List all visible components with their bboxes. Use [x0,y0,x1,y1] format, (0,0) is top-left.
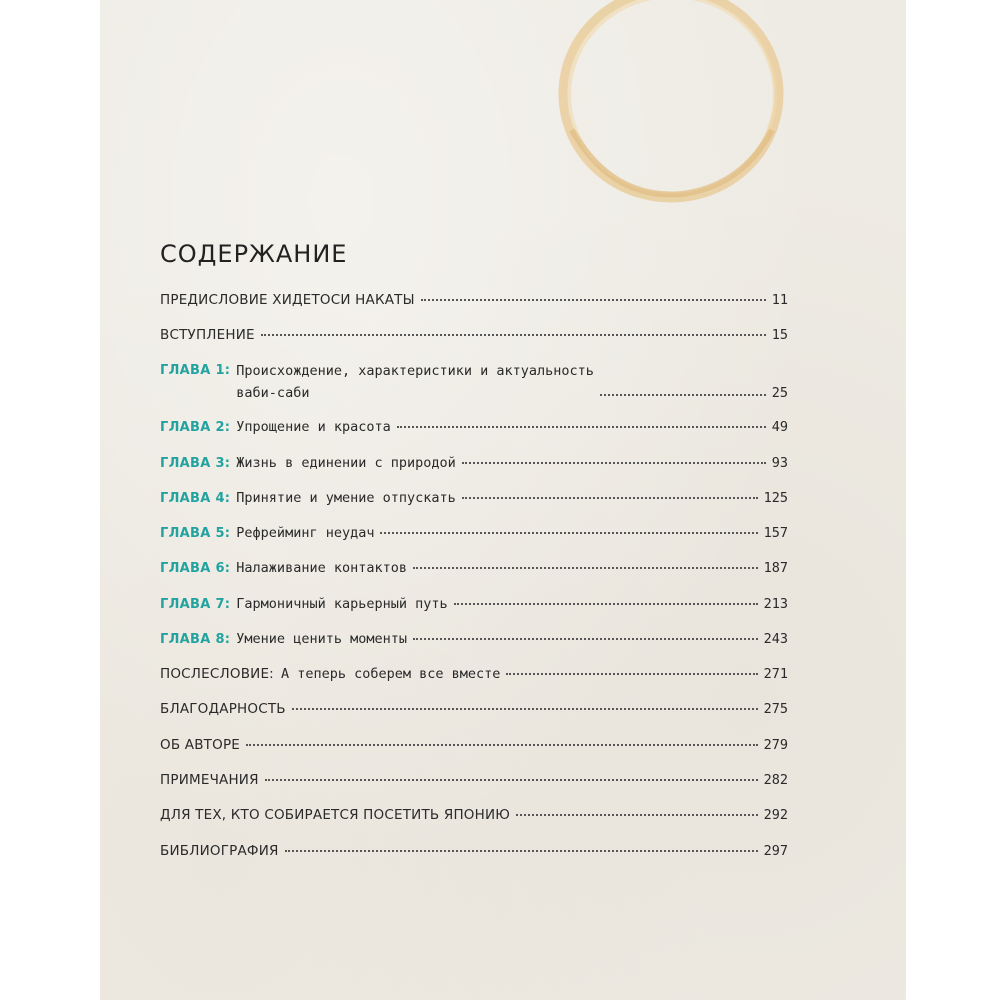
toc-entry-chapter-7[interactable] [160,595,788,614]
chapter-title: Упрощение и красота [236,419,391,435]
toc-entry-japan-visit[interactable] [160,806,788,824]
chapter-title: Умение ценить моменты [236,631,407,647]
toc-entry-afterword[interactable] [160,665,788,683]
dot-leader [600,394,766,396]
chapter-number: ГЛАВА 6: [160,561,231,576]
toc-entry-about-author[interactable] [160,736,788,754]
dot-leader [413,638,758,640]
chapter-number: ГЛАВА 5: [160,526,231,541]
page-number: 213 [763,596,788,612]
toc-entry-chapter-1[interactable] [160,362,788,402]
chapter-title: Гармоничный карьерный путь [236,596,448,612]
page-number: 297 [763,843,788,859]
toc-entry-preface[interactable] [160,291,788,309]
afterword-title: А теперь соберем все вместе [280,666,501,682]
page-number: 292 [763,807,788,823]
chapter-number: ГЛАВА 7: [160,597,231,612]
page-number: 243 [763,631,788,647]
page-number: 11 [771,292,788,308]
toc-entry-chapter-6[interactable] [160,559,788,578]
dot-leader [421,299,766,301]
page-title: СОДЕРЖАНИЕ [160,240,348,268]
toc-entry-chapter-5[interactable] [160,524,788,543]
page-number: 157 [763,525,788,541]
toc-entry-label: ВСТУПЛЕНИЕ [160,327,255,343]
chapter-title-line: Происхождение, характеристики и актуальность [236,363,594,379]
chapter-number: ГЛАВА 2: [160,420,231,435]
chapter-title-line: ваби-саби [236,385,310,401]
toc-entry-label: ПРИМЕЧАНИЯ [160,772,259,788]
chapter-number: ГЛАВА 4: [160,491,231,506]
chapter-title: Рефрейминг неудач [236,525,375,541]
page-number: 187 [763,560,788,576]
chapter-number: ГЛАВА 1: [160,363,231,378]
page-number: 125 [763,490,788,506]
toc-entry-label: ОБ АВТОРЕ [160,737,241,753]
dot-leader [462,497,758,499]
chapter-number: ГЛАВА 8: [160,632,231,647]
page-number: 282 [763,772,788,788]
toc-entry-chapter-8[interactable] [160,630,788,649]
chapter-title [236,362,594,402]
dot-leader [261,334,766,336]
toc-entry-label: ПОСЛЕСЛОВИЕ: [160,666,274,682]
dot-leader [265,779,758,781]
toc-entry-label: БИБЛИОГРАФИЯ [160,843,279,859]
page-number: 275 [763,701,788,717]
dot-leader [246,744,758,746]
toc-entry-acknowledgements[interactable] [160,700,788,718]
chapter-number: ГЛАВА 3: [160,456,231,471]
coffee-ring-stain [552,0,790,212]
page-number: 15 [771,327,788,343]
page-number: 25 [771,385,788,401]
dot-leader [285,850,758,852]
toc-entry-bibliography[interactable] [160,842,788,860]
toc-entry-label: ПРЕДИСЛОВИЕ ХИДЕТОСИ НАКАТЫ [160,292,415,308]
chapter-title: Принятие и умение отпускать [236,490,456,506]
toc-entry-chapter-4[interactable] [160,489,788,508]
dot-leader [292,708,758,710]
chapter-title: Жизнь в единении с природой [236,455,456,471]
dot-leader [454,603,758,605]
page-number: 93 [771,455,788,471]
dot-leader [462,462,766,464]
toc-entry-introduction[interactable] [160,326,788,344]
toc-entry-label: БЛАГОДАРНОСТЬ [160,701,286,717]
dot-leader [380,532,757,534]
page-number: 271 [763,666,788,682]
toc-entry-notes[interactable] [160,771,788,789]
dot-leader [413,567,758,569]
toc-entry-chapter-3[interactable] [160,454,788,473]
book-page [100,0,906,1000]
dot-leader [397,426,766,428]
page-number: 49 [771,419,788,435]
dot-leader [516,814,758,816]
chapter-title: Налаживание контактов [236,560,407,576]
toc-entry-chapter-2[interactable] [160,418,788,437]
page-number: 279 [763,737,788,753]
dot-leader [506,673,757,675]
toc-entry-label: ДЛЯ ТЕХ, КТО СОБИРАЕТСЯ ПОСЕТИТЬ ЯПОНИЮ [160,807,511,823]
